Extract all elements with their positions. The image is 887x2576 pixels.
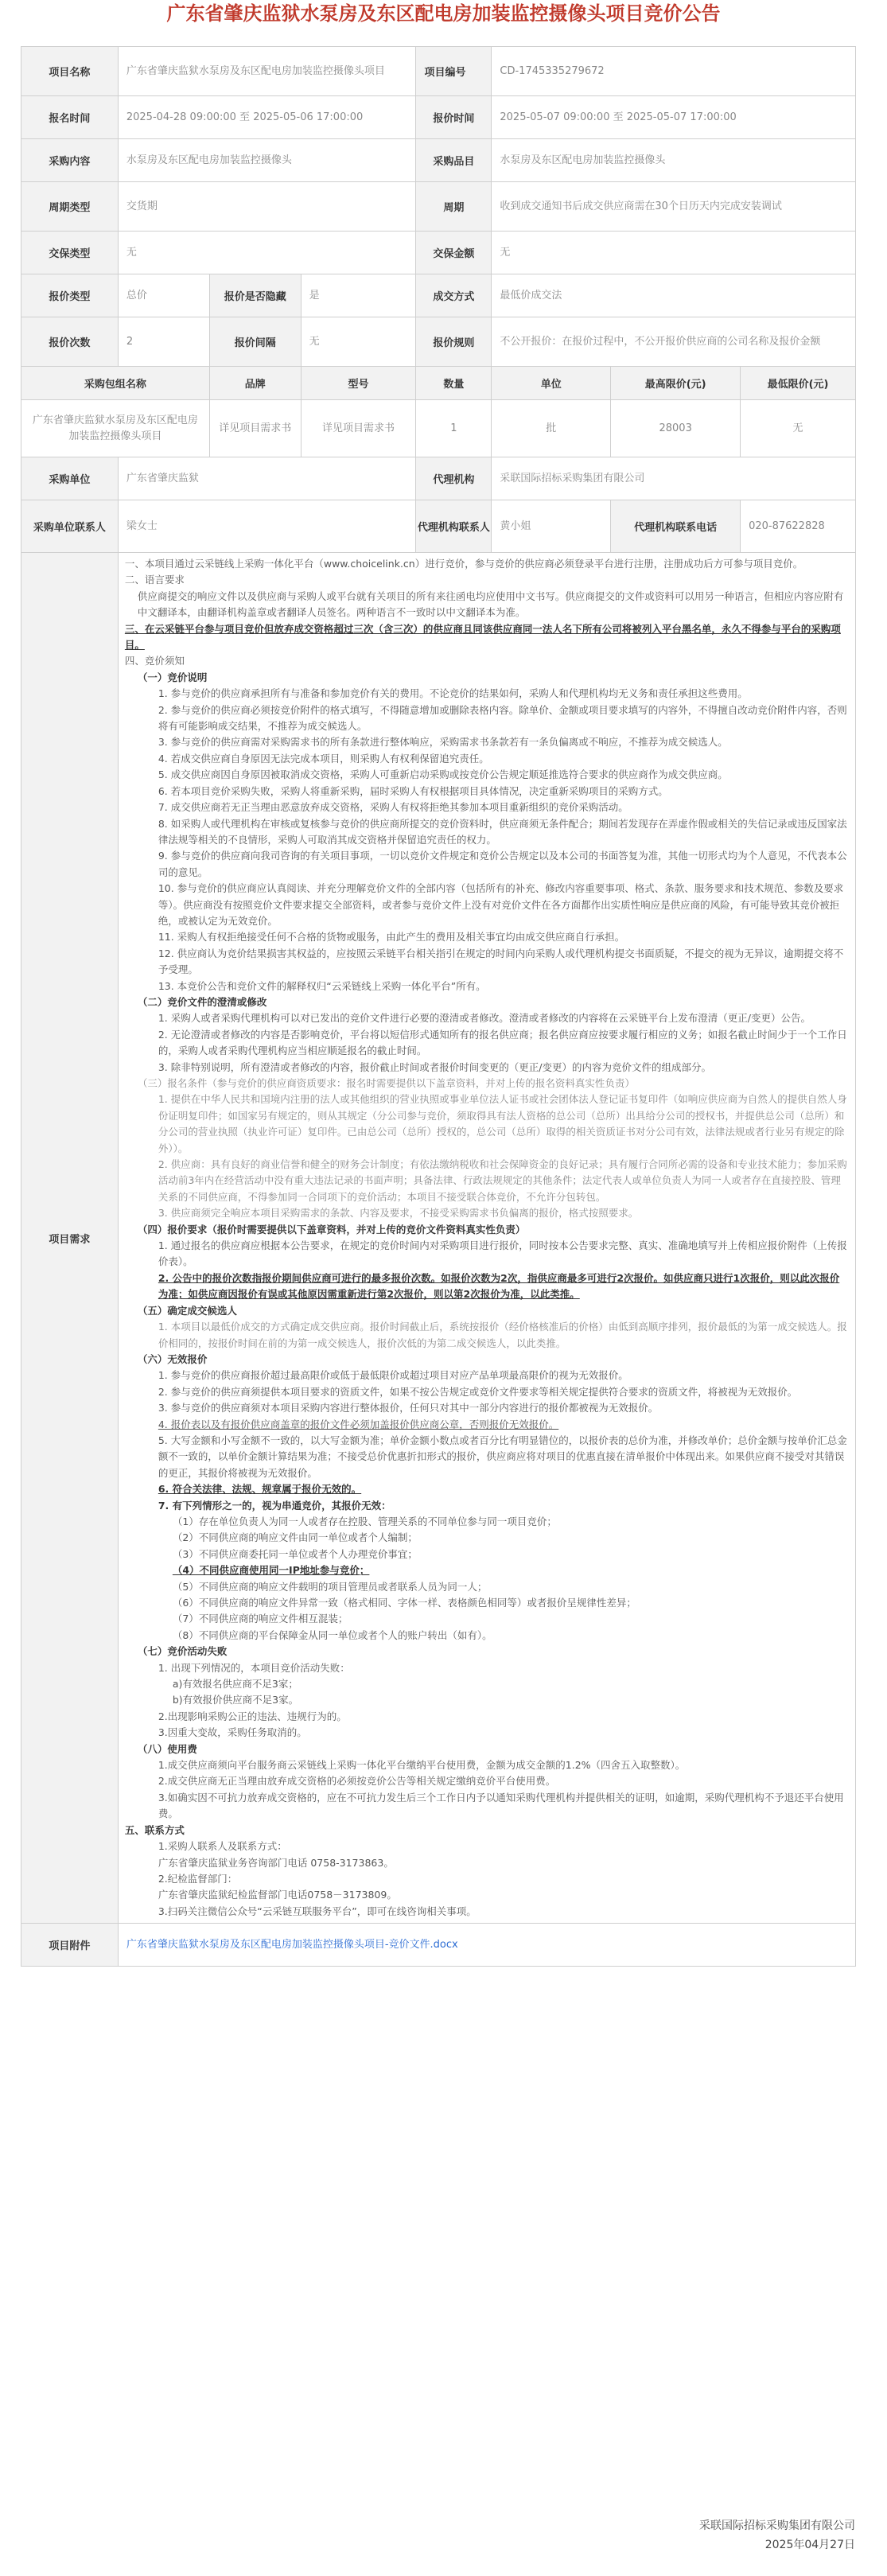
page-title: 广东省肇庆监狱水泵房及东区配电房加装监控摄像头项目竞价公告	[166, 2, 721, 25]
attachment-link[interactable]: 广东省肇庆监狱水泵房及东区配电房加装监控摄像头项目-竞价文件.docx	[126, 1938, 458, 1951]
project-no: CD-1745335279672	[492, 47, 856, 96]
deposit-label: 交保类型	[21, 232, 119, 274]
footer	[699, 2516, 855, 2555]
method: 最低价成交法	[492, 274, 856, 317]
agency-person-label: 代理机构联系人	[416, 500, 492, 553]
requirement-paragraph: 3. 参与竞价的供应商须对本项目采购内容进行整体报价，任何只对其中一部分内容进行的报价都被视为无效报价。	[158, 1402, 659, 1414]
requirement-paragraph: 四、竞价须知	[124, 655, 185, 667]
unit: 广东省肇庆监狱	[118, 457, 416, 500]
requirement-paragraph: 7. 成交供应商若无正当理由恶意放弃成交资格，采购人有权将拒绝其参加本项目重新组织的竞价采购活动。	[158, 801, 628, 814]
fee-label: 交保金额	[416, 232, 492, 274]
requirement-paragraph: （3）不同供应商委托同一单位或者个人办理竞价事宜；	[172, 1547, 418, 1560]
requirement-paragraph: 1. 提供在中华人民共和国境内注册的法人或其他组织的营业执照或事业单位法人证书或社会团体法人登记证书复印件（如响应供应商为自然人的提供自然人身份证明复印件；如国家另有规定的，则从其规定（分公司参与竞价，须取得具有法人资格的总公司（总所）出具给分公司的授权书，并提供总公司（总所）和分公司的营业执照（执业许可证）复印件。已由总公司（总所）授权的，总公司（总所）取得的相关资质证书对分公司有效，法律法规或者行业另有规定的除外））。	[158, 1093, 847, 1154]
requirement-paragraph: 1. 本项目以最低价成交的方式确定成交供应商。报价时间截止后，系统按报价（经价格核准后的价格）由低到高顺序排列，报价最低的为第一成交候选人。报价相同的，按报价时间在前的为第一成交候选人，报价次低的为第二成交候选人，以此类推。	[158, 1321, 847, 1349]
requirement-paragraph: 4. 报价表以及有报价供应商盖章的报价文件必须加盖报价供应商公章，否则报价无效报价。	[158, 1418, 559, 1430]
requirement-paragraph: （1）存在单位负责人为同一人或者存在控股、管理关系的不同单位参与同一项目竞价；	[172, 1515, 557, 1527]
requirement-paragraph: （五）确定成交候选人	[137, 1304, 237, 1317]
pkg-header-model: 型号	[301, 367, 416, 400]
requirement-paragraph: 2. 供应商：具有良好的商业信誉和健全的财务会计制度；有依法缴纳税收和社会保障资金的良好记录；具有履行合同所必需的设备和专业技术能力；参加采购活动前3年内在经营活动中没有重大违法记录的书面声明；具备法律、行政法规规定的其他条件；法定代表人或单位负责人为同一人或者存在直接控股、管理关系的不同供应商，不得参加同一合同项下的竞价活动；本项目不接受联合体竞价，不允许分包转包。	[158, 1158, 847, 1203]
requirement-paragraph: 9. 参与竞价的供应商向我司咨询的有关项目事项，一切以竞价文件规定和竞价公告规定以及本公司的书面答复为准，其他一切形式均为个人意见，不代表本公司的意见。	[158, 850, 847, 878]
requirement-paragraph: 2. 公告中的报价次数指报价期间供应商可进行的最多报价次数。如报价次数为2次，指供应商最多可进行2次报价。如供应商只进行1次报价，则以此次报价为准；如供应商因报价有误或其他原因需重新进行第2次报价，则以第2次报价为准，以此类推。	[158, 1271, 840, 1301]
fee: 无	[492, 232, 856, 274]
requirement-paragraph: （5）不同供应商的响应文件载明的项目管理员或者联系人员为同一人；	[172, 1580, 488, 1593]
project-name-label: 项目名称	[21, 47, 119, 96]
requirement-paragraph: 12. 供应商认为竞价结果损害其权益的，应按照云采链平台相关指引在规定的时间内向采购人或代理机构提交书面质疑，不提交的视为无异议，逾期提交将不予受理。	[158, 947, 844, 976]
requirements-body	[118, 553, 855, 1924]
person: 梁女士	[118, 500, 416, 553]
person-label: 采购单位联系人	[21, 500, 119, 553]
pkg-model: 详见项目需求书	[301, 400, 416, 457]
requirement-paragraph: （8）不同供应商的平台保障金从同一单位或者个人的账户转出（如有）。	[172, 1628, 492, 1641]
requirement-paragraph: 11. 采购人有权拒绝接受任何不合格的货物或服务，由此产生的费用及相关事宜均由成交供应商自行承担。	[158, 931, 625, 944]
agency-phone: 020-87622828	[741, 500, 856, 553]
requirement-paragraph: （二）竞价文件的澄清或修改	[137, 995, 267, 1008]
requirement-paragraph: 7. 有下列情形之一的，视为串通竞价，其报价无效：	[158, 1499, 391, 1512]
pkg-header-max: 最高限价(元)	[611, 367, 741, 400]
footer-company: 采联国际招标采购集团有限公司	[699, 2520, 855, 2532]
requirement-paragraph: 4. 若成交供应商自身原因无法完成本项目，则采购人有权利保留追究责任。	[158, 752, 489, 765]
agency-person: 黄小姐	[492, 500, 611, 553]
cycle-label: 周期类型	[21, 182, 119, 232]
pkg-header-brand: 品牌	[209, 367, 301, 400]
unit-label: 采购单位	[21, 457, 119, 500]
interval: 无	[301, 317, 416, 367]
content-label: 采购内容	[21, 139, 119, 182]
content: 水泵房及东区配电房加装监控摄像头	[118, 139, 416, 182]
deposit: 无	[118, 232, 416, 274]
rules: 不公开报价：在报价过程中，不公开报价供应商的公司名称及报价金额	[492, 317, 856, 367]
bid-time-label: 报价时间	[416, 96, 492, 139]
attachment-label: 项目附件	[21, 1924, 119, 1967]
requirement-paragraph: 广东省肇庆监狱纪检监督部门电话0758－3173809。	[158, 1889, 397, 1901]
project-no-label: 项目编号	[416, 47, 492, 96]
requirement-paragraph: 5. 成交供应商因自身原因被取消成交资格，采购人可重新启动采购或按竞价公告规定顺延推选符合要求的供应商作为成交供应商。	[158, 769, 728, 781]
pkg-header-min: 最低限价(元)	[741, 367, 856, 400]
requirement-paragraph: 10. 参与竞价的供应商应认真阅读、并充分理解竞价文件的全部内容（包括所有的补充、修改内容重要事项、格式、条款、服务要求和技术规范、参数及要求等）。供应商没有按照竞价文件要求提交全部资料，或者参与竞价文件上没有对竞价文件在各方面都作出实质性响应是供应商的风险，有可能导致其竞价被拒绝，或被认定为无效竞价。	[158, 882, 844, 927]
requirement-paragraph: 1.采购人联系人及联系方式：	[158, 1840, 287, 1853]
pkg-header-unit: 单位	[492, 367, 611, 400]
hidden: 是	[301, 274, 416, 317]
pkg-name: 广东省肇庆监狱水泵房及东区配电房加装监控摄像头项目	[21, 400, 210, 457]
requirement-paragraph: b)有效报价供应商不足3家。	[172, 1694, 299, 1706]
pkg-header-name: 采购包组名称	[21, 367, 210, 400]
requirement-paragraph: 3.扫码关注微信公众号“云采链互联服务平台”，即可在线咨询相关事项。	[158, 1905, 477, 1917]
project-info-table	[21, 46, 856, 1967]
agency-phone-label: 代理机构联系电话	[611, 500, 741, 553]
rules-label: 报价规则	[416, 317, 492, 367]
hidden-label: 报价是否隐藏	[209, 274, 301, 317]
requirement-paragraph: 二、语言要求	[124, 574, 185, 586]
pkg-unit: 批	[492, 400, 611, 457]
footer-date: 2025年04月27日	[764, 2539, 855, 2551]
requirement-paragraph: 6. 若本项目竞价采购失败，采购人将重新采购，届时采购人有权根据项目具体情况，决定重新采购项目的采购方式。	[158, 784, 668, 797]
period-label: 周期	[416, 182, 492, 232]
requirement-paragraph: 2.出现影响采购公正的违法、违规行为的。	[158, 1710, 347, 1722]
requirement-paragraph: （4）不同供应商使用同一IP地址参与竞价；	[172, 1564, 370, 1577]
requirements-list	[125, 556, 849, 1920]
requirement-paragraph: （六）无效报价	[137, 1352, 208, 1365]
requirement-paragraph: 2. 参与竞价的供应商须提供本项目要求的资质文件，如果不按公告规定或竞价文件要求等相关规定提供符合要求的资质文件，将被视为无效报价。	[158, 1385, 798, 1398]
agency: 采联国际招标采购集团有限公司	[492, 457, 856, 500]
requirement-paragraph: （四）报价要求（报价时需要提供以下盖章资料，并对上传的竞价文件资料真实性负责）	[137, 1223, 526, 1235]
requirement-paragraph: a)有效报名供应商不足3家；	[172, 1678, 298, 1691]
requirement-paragraph: （七）竞价活动失败	[137, 1645, 228, 1658]
requirement-paragraph: 1. 参与竞价的供应商报价超过最高限价或低于最低限价或超过项目对应产品单项最高限价的视为无效报价。	[158, 1369, 628, 1382]
requirement-paragraph: 一、本项目通过云采链线上采购一体化平台（www.choicelink.cn）进行竞价，参与竞价的供应商必须登录平台进行注册，注册成功后方可参与项目竞价。	[124, 558, 803, 570]
agency-label: 代理机构	[416, 457, 492, 500]
requirement-paragraph: （6）不同供应商的响应文件异常一致（格式相同、字体一样、表格颜色相同等）或者报价呈规律性差异；	[172, 1597, 636, 1609]
cycle: 交货期	[118, 182, 416, 232]
requirement-paragraph: 三、在云采链平台参与项目竞价但放弃成交资格超过三次（含三次）的供应商且同该供应商同一法人名下所有公司将被列入平台黑名单，永久不得参与平台的采购项目。	[124, 622, 841, 652]
pkg-brand: 详见项目需求书	[209, 400, 301, 457]
pkg-max: 28003	[611, 400, 741, 457]
requirement-paragraph: 3. 除非特别说明，所有澄清或者修改的内容，报价截止时间或者报价时间变更的（更正/变更）的内容为竞价文件的组成部分。	[158, 1060, 711, 1073]
requirement-paragraph: 2. 无论澄清或者修改的内容是否影响竞价，平台将以短信形式通知所有的报名供应商；报名供应商应按要求履行相应的义务；如报名截止时间少于一个工作日的，采购人或者采购代理机构应当相应顺延报名的截止时间。	[158, 1028, 847, 1057]
requirement-paragraph: 1. 参与竞价的供应商承担所有与准备和参加竞价有关的费用。不论竞价的结果如何，采购人和代理机构均无义务和责任承担这些费用。	[158, 687, 748, 700]
requirement-paragraph: （三）报名条件（参与竞价的供应商资质要求：报名时需要提供以下盖章资料，并对上传的报名资料真实性负责）	[137, 1077, 635, 1089]
requirement-paragraph: 3.如确实因不可抗力放弃成交资格的，应在不可抗力发生后三个工作日内予以通知采购代理机构并提供相关的证明，如逾期，采购代理机构不予退还平台使用费。	[158, 1791, 844, 1820]
signup-time-label: 报名时间	[21, 96, 119, 139]
pkg-min: 无	[741, 400, 856, 457]
signup-time: 2025-04-28 09:00:00 至 2025-05-06 17:00:00	[118, 96, 416, 139]
requirement-paragraph: 供应商提交的响应文件以及供应商与采购人或平台就有关项目的所有来往函电均应使用中文书写。供应商提交的文件或资料可以用另一种语言，但相应内容应附有中文翻译本，由翻译机构盖章或者翻译人员签名。两种语言不一致时以中文翻译本为准。	[137, 590, 844, 619]
pkg-header-qty: 数量	[416, 367, 492, 400]
requirement-paragraph: 1. 通过报名的供应商应根据本公告要求，在规定的竞价时间内对采购项目进行报价，同时按本公告要求完整、真实、准确地填写并上传相应报价附件（上传报价表）。	[158, 1239, 847, 1268]
requirement-paragraph: 6. 符合关法律、法规、规章属于报价无效的。	[158, 1483, 362, 1496]
requirement-paragraph: 1. 采购人或者采购代理机构可以对已发出的竞价文件进行必要的澄清或者修改。澄清或者修改的内容将在云采链平台上发布澄清（更正/变更）公告。	[158, 1012, 811, 1025]
requirement-paragraph: 2.成交供应商无正当理由放弃成交资格的必须按竞价公告等相关规定缴纳竞价平台使用费。	[158, 1775, 556, 1788]
requirement-paragraph: （2）不同供应商的响应文件由同一单位或者个人编制；	[172, 1531, 418, 1544]
requirement-paragraph: 2.纪检监督部门：	[158, 1872, 238, 1885]
bid-time: 2025-05-07 09:00:00 至 2025-05-07 17:00:00	[492, 96, 856, 139]
bid-type: 总价	[118, 274, 209, 317]
requirement-paragraph: 五、联系方式	[124, 1823, 185, 1836]
item: 水泵房及东区配电房加装监控摄像头	[492, 139, 856, 182]
requirement-paragraph: 1. 出现下列情况的，本项目竞价活动失败：	[158, 1661, 350, 1674]
interval-label: 报价间隔	[209, 317, 301, 367]
requirement-paragraph: （八）使用费	[137, 1742, 197, 1755]
requirements-label: 项目需求	[21, 553, 119, 1924]
requirement-paragraph: 3.因重大变故，采购任务取消的。	[158, 1726, 307, 1739]
pkg-qty: 1	[416, 400, 492, 457]
rounds-label: 报价次数	[21, 317, 119, 367]
requirement-paragraph: 3. 供应商须完全响应本项目采购需求的条款、内容及要求，不接受采购需求书负偏离的报价，格式按照要求。	[158, 1207, 639, 1220]
requirement-paragraph: （一）竞价说明	[137, 671, 208, 683]
rounds: 2	[118, 317, 209, 367]
requirement-paragraph: 3. 参与竞价的供应商需对采购需求书的所有条款进行整体响应，采购需求书条款若有一条负偏离或不响应，不推荐为成交候选人。	[158, 736, 728, 749]
project-name: 广东省肇庆监狱水泵房及东区配电房加装监控摄像头项目	[118, 47, 416, 96]
requirement-paragraph: 广东省肇庆监狱业务咨询部门电话 0758-3173863。	[158, 1856, 394, 1869]
item-label: 采购品目	[416, 139, 492, 182]
requirement-paragraph: 13. 本竞价公告和竞价文件的解释权归“云采链线上采购一体化平台”所有。	[158, 979, 486, 992]
bid-type-label: 报价类型	[21, 274, 119, 317]
method-label: 成交方式	[416, 274, 492, 317]
requirement-paragraph: 1.成交供应商须向平台服务商云采链线上采购一体化平台缴纳平台使用费，金额为成交金额的1.2%（四舍五入取整数）。	[158, 1759, 686, 1772]
period: 收到成交通知书后成交供应商需在30个日历天内完成安装调试	[492, 182, 856, 232]
requirement-paragraph: 2. 参与竞价的供应商必须按竞价附件的格式填写，不得随意增加或删除表格内容。除单价、金额或项目要求填写的内容外，不得擅自改动竞价附件内容，否则将有可能影响成交结果，不推荐为成交候选人。	[158, 703, 847, 733]
requirement-paragraph: （7）不同供应商的响应文件相互混装；	[172, 1613, 348, 1625]
requirement-paragraph: 8. 如采购人或代理机构在审核或复核参与竞价的供应商所提交的竞价资料时，供应商须无条件配合；期间若发现存在弄虚作假或相关的失信记录或违反国家法律法规等相关的不良情形，采购人可取消其成交资格并保留追究责任的权力。	[158, 817, 847, 846]
requirement-paragraph: 5. 大写金额和小写金额不一致的，以大写金额为准；单价金额小数点或者百分比有明显错位的，以报价表的总价为准，并修改单价；总价金额与按单价汇总金额不一致的，以单价金额计算结果为准；不接受总价优惠折扣形式的报价，供应商应将对项目的优惠直接在清单报价中体现出来。如果供应商不接受对其错误的更正，其报价将被视为无效报价。	[158, 1434, 847, 1479]
